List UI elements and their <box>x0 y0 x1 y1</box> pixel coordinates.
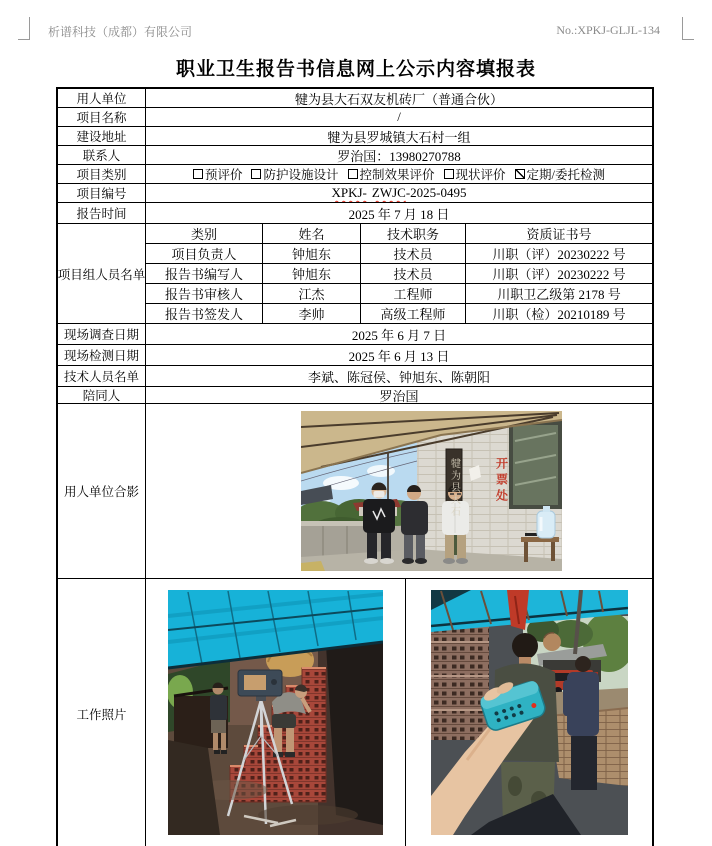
table-row-address <box>58 127 652 146</box>
table-row-work-photos <box>58 579 652 846</box>
team-role: 报告书审核人 <box>146 284 263 303</box>
category-option <box>193 165 243 183</box>
table-row-tech-staff <box>58 366 652 387</box>
field-label: 项目组人员名单 <box>58 224 146 323</box>
team-cert: 川职（评）20230222 号 <box>492 267 626 282</box>
project-number-part: ZWJC <box>371 185 406 200</box>
factory-sign-text: 犍为县大石 <box>448 458 460 518</box>
team-role: 报告书签发人 <box>146 304 263 323</box>
form-title: 职业卫生报告书信息网上公示内容填报表 <box>175 59 536 80</box>
group-photo-image <box>301 411 562 571</box>
form-table <box>56 87 654 846</box>
team-name: 钟旭东 <box>263 244 361 263</box>
field-value: 犍为县罗城镇大石村一组 <box>327 129 471 145</box>
table-row-project-number <box>58 184 652 203</box>
team-row <box>146 244 652 264</box>
team-row <box>146 264 652 284</box>
field-label: 现场调查日期 <box>58 324 146 344</box>
checkbox-label: 现状评价 <box>455 168 506 182</box>
group-photo-cell <box>146 404 652 578</box>
team-row <box>146 304 652 323</box>
project-number-value <box>146 184 652 202</box>
field-label: 陪同人 <box>58 387 146 403</box>
team-name: 钟旭东 <box>263 264 361 283</box>
table-row-escort <box>58 387 652 404</box>
column-header: 姓名 <box>263 224 361 243</box>
category-option <box>444 165 506 183</box>
field-label: 报告时间 <box>58 203 146 223</box>
field-label: 项目编号 <box>58 184 146 202</box>
table-row-survey-date <box>58 324 652 345</box>
column-header: 技术职务 <box>361 224 466 243</box>
checkbox-label: 控制效果评价 <box>359 168 435 182</box>
field-label: 项目名称 <box>58 108 146 126</box>
team-name: 江杰 <box>263 284 361 303</box>
field-label: 项目类别 <box>58 165 146 183</box>
table-row-project-name <box>58 108 652 127</box>
team-role: 项目负责人 <box>146 244 263 263</box>
team-row <box>146 284 652 304</box>
project-number-part: XPKJ- <box>331 185 367 200</box>
field-label: 技术人员名单 <box>58 366 146 386</box>
field-label: 建设地址 <box>58 127 146 145</box>
field-value: 2025 年 7 月 18 日 <box>348 206 450 222</box>
header-crop-mark-right <box>682 17 694 40</box>
company-name: 析谱科技（成都）有限公司 <box>48 25 193 39</box>
work-photo-tripod-image <box>168 590 383 835</box>
checkbox-label: 预评价 <box>204 168 243 182</box>
field-value: 犍为县大石双友机砖厂（普通合伙） <box>294 91 503 107</box>
page-header <box>48 23 660 40</box>
table-row-category <box>58 165 652 184</box>
table-row-contact <box>58 146 652 165</box>
table-row-team <box>58 224 652 324</box>
category-option <box>348 165 435 183</box>
column-header: 类别 <box>146 224 263 243</box>
field-label: 工作照片 <box>58 579 146 846</box>
field-label: 联系人 <box>58 146 146 164</box>
team-header-row <box>146 224 652 244</box>
table-row-group-photo <box>58 404 652 579</box>
field-value: 2025 年 6 月 7 日 <box>351 327 447 343</box>
checkbox-pre-evaluation[interactable] <box>193 169 203 179</box>
group-photo <box>301 411 562 571</box>
field-value: / <box>397 109 401 124</box>
work-photo-right-cell <box>406 579 652 846</box>
checkbox-label: 定期/委托检测 <box>526 168 606 182</box>
field-value: 罗治国：13980270788 <box>337 148 461 164</box>
team-title: 技术员 <box>361 244 466 263</box>
category-option <box>251 165 338 183</box>
team-title: 高级工程师 <box>361 304 466 323</box>
team-role: 报告书编写人 <box>146 264 263 283</box>
checkbox-protection-design[interactable] <box>251 169 261 179</box>
field-value: 李斌、陈冠侯、钟旭东、陈朝阳 <box>307 369 490 385</box>
team-title: 技术员 <box>361 264 466 283</box>
category-options <box>146 165 652 183</box>
column-header: 资质证书号 <box>526 227 592 242</box>
field-label: 用人单位 <box>58 89 146 107</box>
work-photo-left-cell <box>146 579 406 846</box>
doc-number: No.:XPKJ-GLJL-134 <box>556 23 660 37</box>
team-cert: 川职（检）20210189 号 <box>492 307 626 322</box>
checkbox-periodic-test[interactable] <box>515 169 525 179</box>
team-title: 工程师 <box>361 284 466 303</box>
team-cert: 川职（评）20230222 号 <box>492 247 626 262</box>
ticket-office-sign-text: 开票处 <box>494 457 509 505</box>
category-option <box>515 165 605 183</box>
table-row-employer <box>58 89 652 108</box>
field-value: 罗治国 <box>379 388 419 403</box>
field-label: 现场检测日期 <box>58 345 146 365</box>
checkbox-status-evaluation[interactable] <box>444 169 454 179</box>
field-label: 用人单位合影 <box>58 404 146 578</box>
team-name: 李帅 <box>263 304 361 323</box>
header-crop-mark-left <box>18 17 30 40</box>
team-subtable <box>146 224 652 323</box>
table-row-report-date <box>58 203 652 224</box>
checkbox-control-effect[interactable] <box>348 169 358 179</box>
team-cert: 川职卫乙级第 2178 号 <box>497 287 621 302</box>
checkbox-label: 防护设施设计 <box>263 168 339 182</box>
work-photo-handheld-image <box>431 590 628 835</box>
table-row-test-date <box>58 345 652 366</box>
project-number-part: -2025-0495 <box>405 185 467 200</box>
field-value: 2025 年 6 月 13 日 <box>348 348 450 364</box>
